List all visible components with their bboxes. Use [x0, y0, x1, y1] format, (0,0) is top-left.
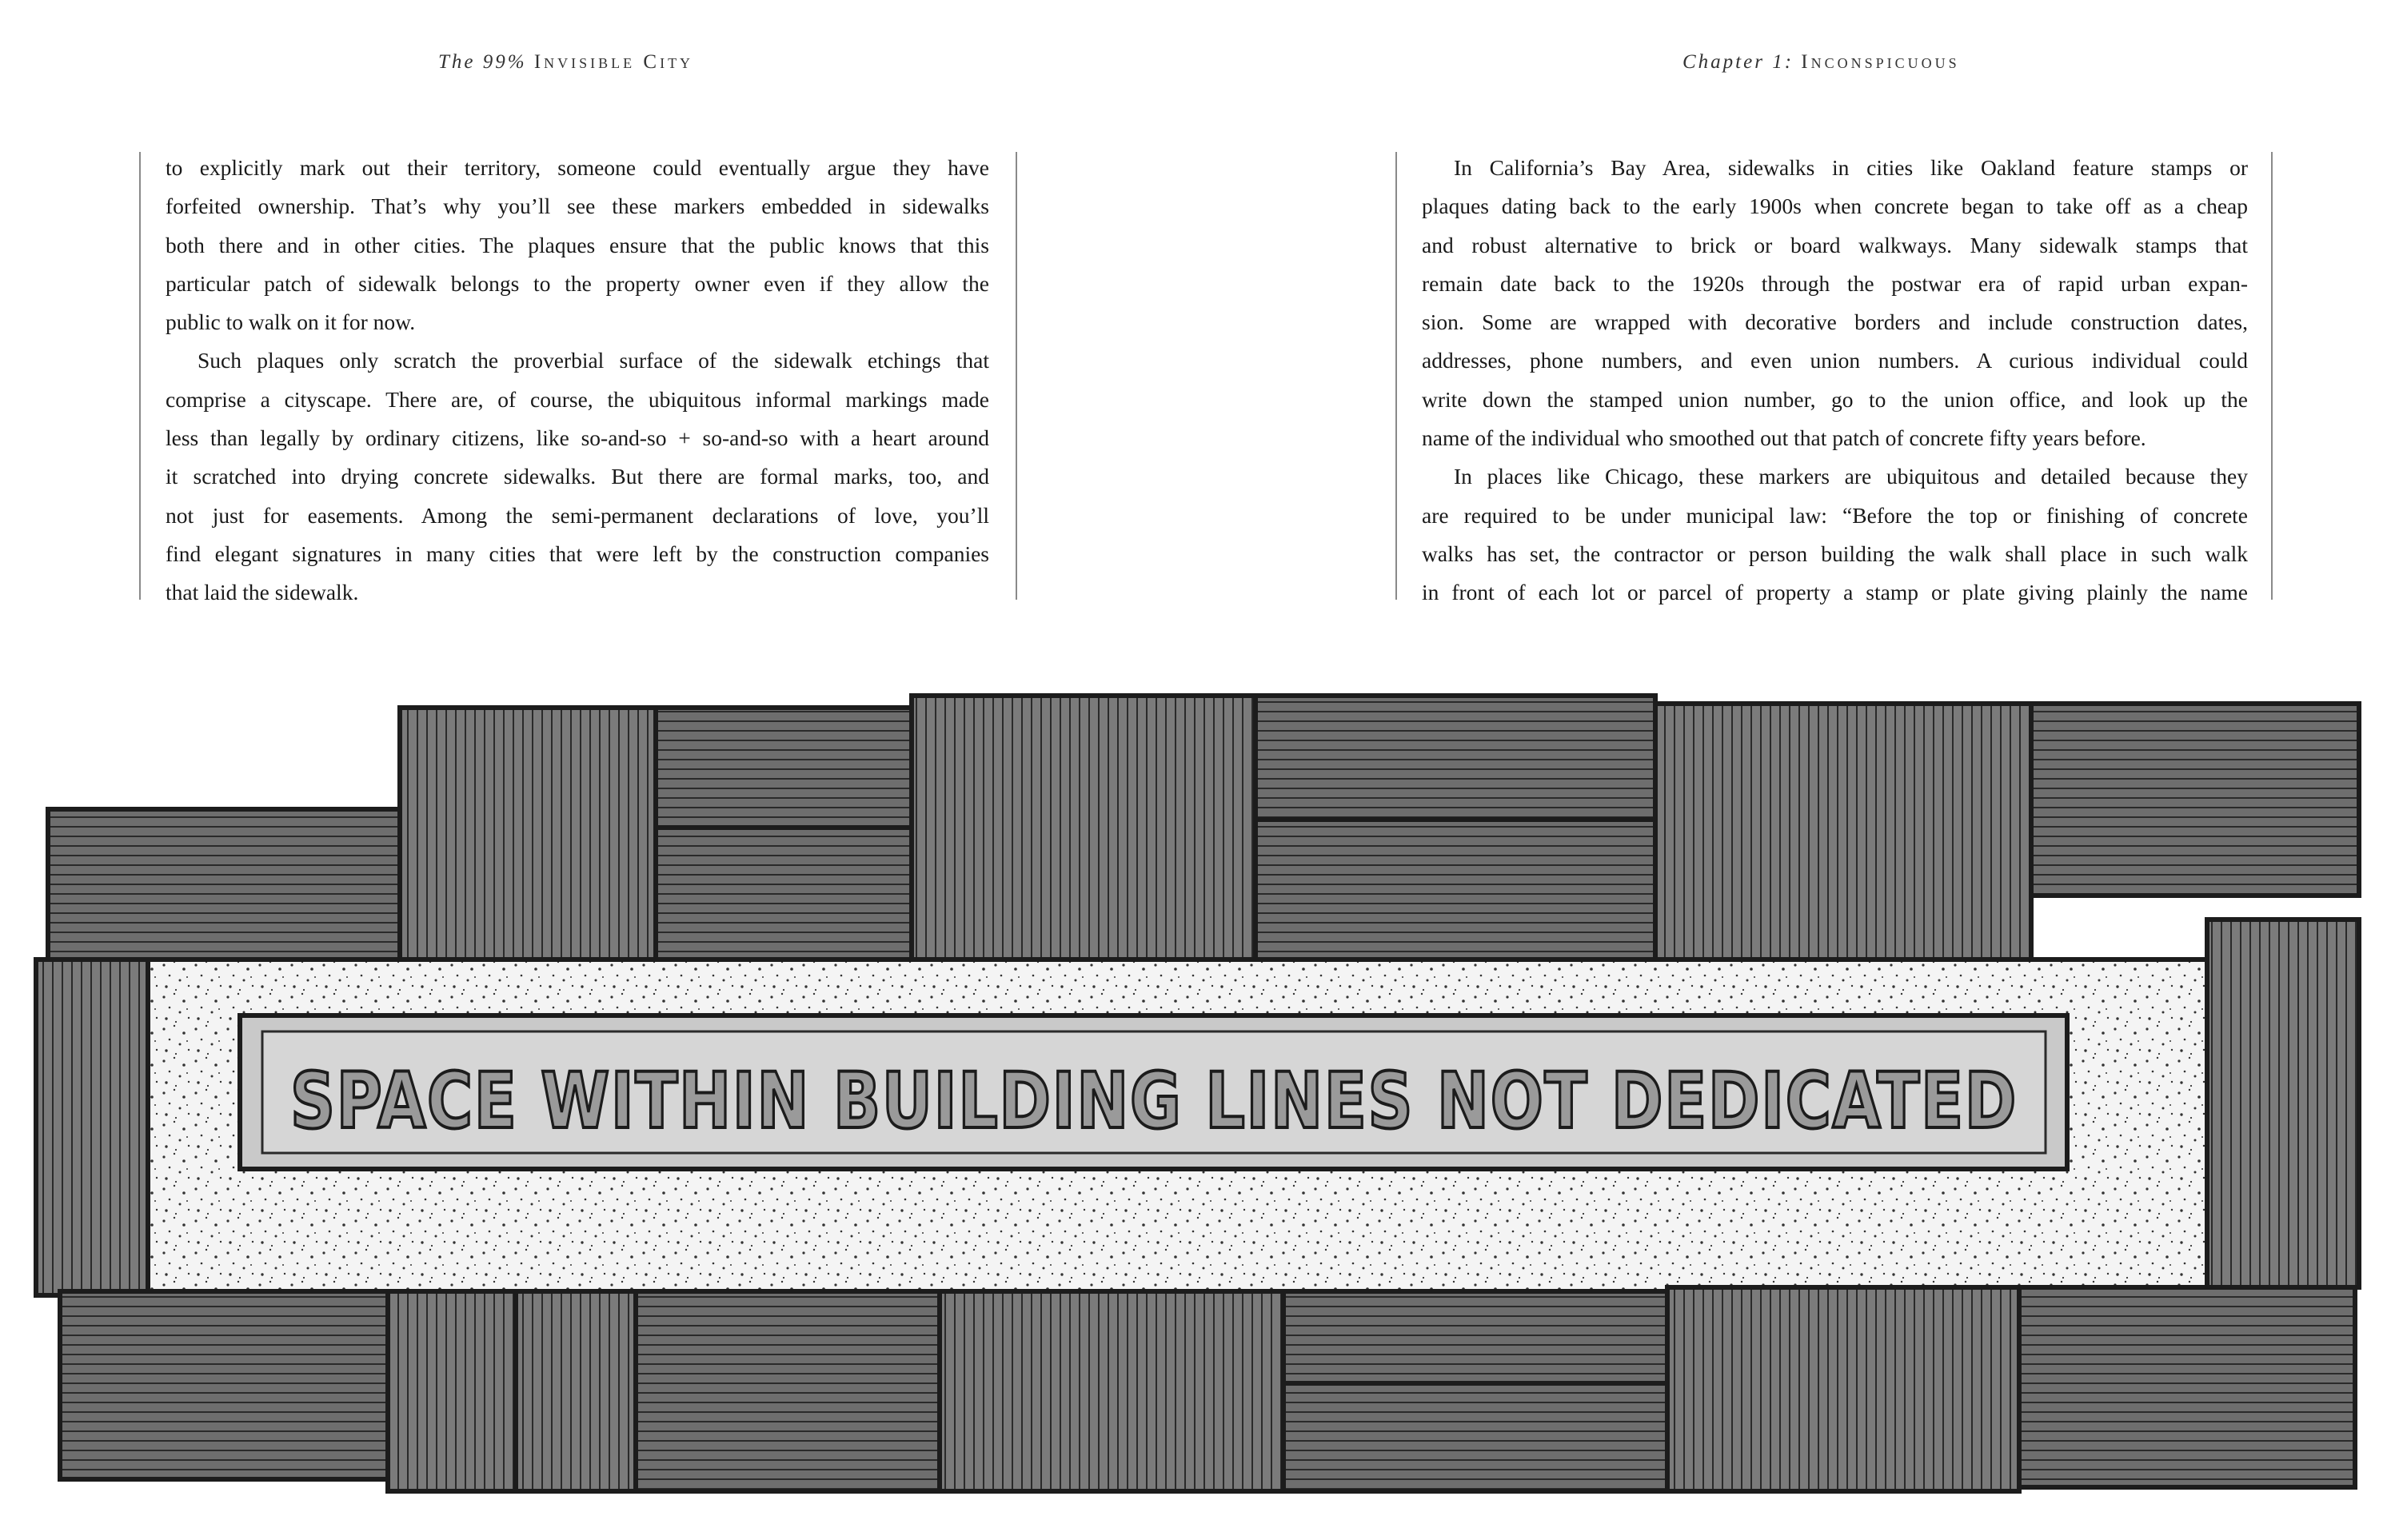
plaque-text: SPACE WITHIN BUILDING LINES NOT DEDICATED — [290, 1056, 2018, 1146]
text-line: plaques dating back to the early 1900s when concrete began to take off as a cheap — [1422, 193, 2248, 219]
text-line: public to walk on it for now. — [166, 309, 416, 335]
text-line: are required to be under municipal law: “Before the top or finishing of concrete — [1422, 502, 2248, 528]
text-line: name of the individual who smoothed out that patch of concrete fifty years before. — [1422, 425, 2146, 451]
running-head-left-prefix: The 99% — [438, 51, 527, 73]
running-head-right-title: Inconspicuous — [1801, 51, 1960, 73]
text-line: both there and in other cities. The plaques ensure that the public knows that this — [166, 232, 989, 257]
bottom-brick-row — [60, 1287, 2355, 1491]
text-line: it scratched into drying concrete sidewalks. But there are formal marks, too, and — [166, 464, 989, 489]
text-line: write down the stamped union number, go to the union office, and look up the — [1422, 386, 2248, 412]
left-side-brick — [36, 960, 148, 1295]
text-line: remain date back to the 1920s through the postwar era of rapid urban expan- — [1422, 270, 2248, 296]
text-line: Such plaques only scratch the proverbial surface of the sidewalk etchings that — [198, 348, 989, 373]
text-line: and robust alternative to brick or board walkways. Many sidewalk stamps that — [1422, 232, 2248, 257]
text-line: comprise a cityscape. There are, of course, the ubiquitous informal markings made — [166, 386, 989, 412]
text-line: forfeited ownership. That’s why you’ll see these markers embedded in sidewalks — [166, 193, 989, 219]
right-side-brick — [2207, 920, 2359, 1287]
text-line: addresses, phone numbers, and even union numbers. A curious individual could — [1422, 348, 2248, 373]
running-head-right-prefix: Chapter 1: — [1682, 51, 1794, 73]
text-line: not just for easements. Among the semi-permanent declarations of love, you’ll — [166, 502, 989, 528]
text-line: particular patch of sidewalk belongs to the property owner even if they allow the — [166, 270, 989, 296]
text-line: sion. Some are wrapped with decorative borders and include construction dates, — [1422, 309, 2248, 335]
running-head-left — [438, 51, 693, 74]
text-line: to explicitly mark out their territory, someone could eventually argue they have — [166, 155, 989, 180]
text-line: find elegant signatures in many cities that were left by the construction companies — [166, 541, 989, 566]
text-line: less than legally by ordinary citizens, like so-and-so + so-and-so with a heart around — [166, 425, 989, 451]
column-rule — [2271, 152, 2273, 600]
text-line: in front of each lot or parcel of property a stamp or plate giving plainly the name — [1422, 580, 2248, 605]
sidewalk-illustration — [0, 640, 2399, 1540]
text-line: In California’s Bay Area, sidewalks in cities like Oakland feature stamps or — [1454, 155, 2248, 180]
text-line: walks has set, the contractor or person building the walk shall place in such walk — [1422, 541, 2248, 566]
column-rule — [139, 152, 141, 600]
text-line: In places like Chicago, these markers are ubiquitous and detailed because they — [1454, 464, 2248, 489]
sidewalk-plaque — [240, 1015, 2067, 1169]
right-page-text — [1422, 149, 2248, 612]
top-brick-row — [48, 696, 2359, 961]
text-line: that laid the sidewalk. — [166, 580, 359, 605]
left-page-text — [166, 149, 989, 612]
running-head-right — [1682, 51, 1960, 74]
sidewalk-drawing — [0, 640, 2399, 1540]
column-rule — [1395, 152, 1397, 600]
running-head-left-title: Invisible City — [533, 51, 694, 73]
column-rule — [1016, 152, 1017, 600]
